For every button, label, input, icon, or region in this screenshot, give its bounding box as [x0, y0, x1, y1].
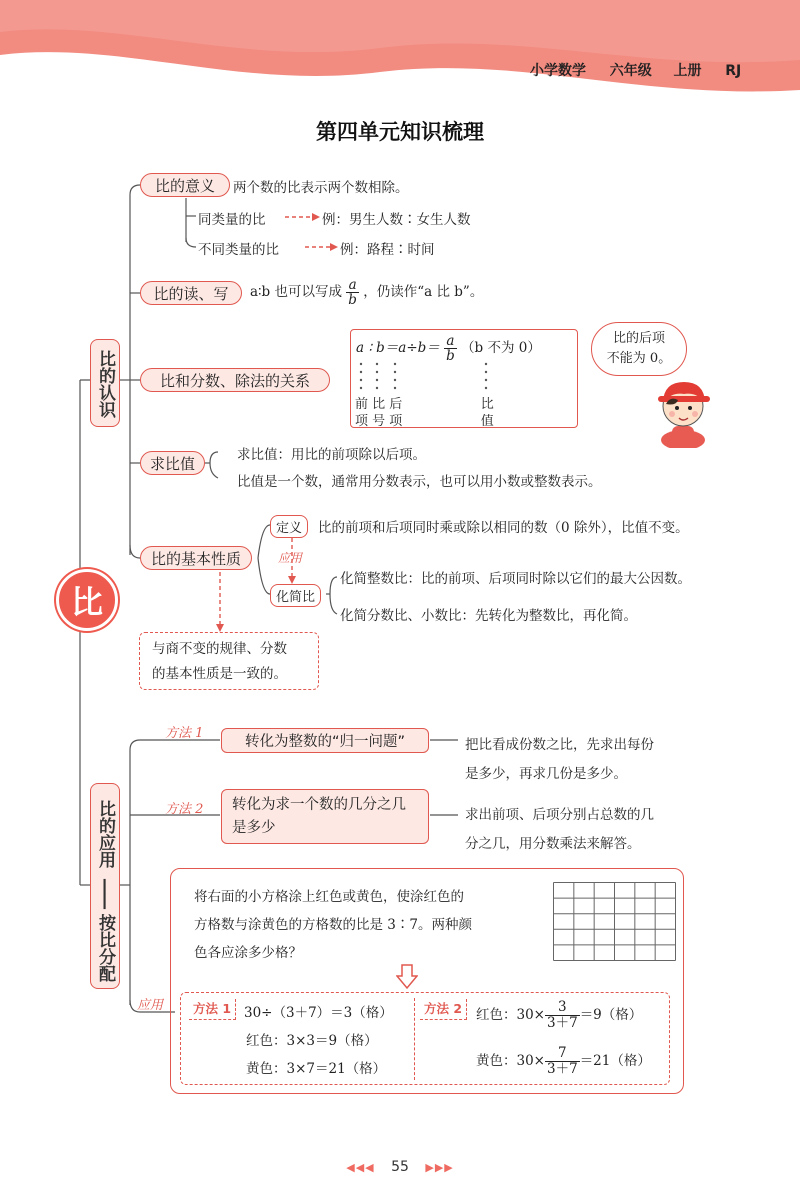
method1-desc-1: 把比看成份数之比，先求出每份 — [465, 737, 654, 753]
relation-fraction — [444, 334, 457, 363]
problem-line-1: 将右面的小方格涂上红色或黄色，使涂红色的 — [194, 889, 464, 905]
ratio-value-line2: 比值是一个数，通常用分数表示，也可以用小数或整数表示。 — [237, 474, 602, 490]
relation-dots — [350, 360, 500, 396]
bubble-line-1: 比的后项 — [612, 331, 665, 346]
solution2-yellow-prefix: 黄色：30× — [476, 1053, 545, 1069]
section2-label-top: 比的应用 — [95, 800, 115, 868]
method2-box-line1: 转化为求一个数的几分之几 — [232, 797, 406, 813]
solution2-yellow-num: 7 — [545, 1046, 580, 1062]
solutions-divider — [414, 998, 415, 1080]
relation-frac-den: b — [446, 348, 455, 364]
kid-illustration — [650, 368, 718, 448]
page-number: 55 — [391, 1159, 409, 1175]
solution2-yellow-den: 3＋7 — [547, 1061, 578, 1077]
solution1-line2: 红色：3×3＝9（格） — [246, 1033, 378, 1049]
diff-kind-example: 例：路程∶时间 — [340, 242, 435, 258]
prev-arrows-icon: ◀◀◀ — [346, 1161, 375, 1174]
relation-equation — [356, 334, 541, 363]
header-grade: 六年级 — [609, 63, 652, 79]
center-node — [56, 569, 118, 631]
simplify-tag: 化简比 — [270, 584, 321, 607]
property-note-line2: 的基本性质是一致的。 — [152, 666, 287, 682]
method2-tag: 方法 2 — [165, 802, 204, 817]
header-volume: 上册 — [673, 63, 702, 79]
method1-box: 转化为整数的“归一问题” — [221, 728, 429, 753]
page-title: 第四单元知识梳理 — [316, 120, 484, 144]
bubble-line-2: 不能为 0。 — [606, 351, 672, 366]
solution1-tag: 方法 1 — [189, 999, 236, 1020]
definition-text: 比的前项和后项同时乘或除以相同的数（0 除外），比值不变。 — [318, 520, 689, 536]
solution2-red-fraction — [545, 1000, 580, 1031]
solution2-yellow-fraction — [545, 1046, 580, 1077]
section2-label-dash: —— — [95, 878, 115, 908]
solution2-yellow-result: ＝21（格） — [579, 1053, 651, 1069]
fraction-denominator: b — [348, 292, 357, 308]
meaning-text: 两个数的比表示两个数相除。 — [233, 180, 409, 196]
method2-desc-1: 求出前项、后项分别占总数的几 — [465, 807, 654, 823]
header-subject: 小学数学 — [530, 63, 586, 79]
solution2-tag: 方法 2 — [420, 999, 467, 1020]
same-kind-example: 例：男生人数∶女生人数 — [322, 212, 471, 228]
simplify-line1: 化简整数比：比的前项、后项同时除以它们的最大公因数。 — [340, 571, 691, 587]
section2-label-bottom: 按比分配 — [95, 914, 115, 982]
next-arrows-icon: ▶▶▶ — [425, 1161, 454, 1174]
solution2-red-den: 3＋7 — [547, 1015, 578, 1031]
relation-node: 比和分数、除法的关系 — [140, 368, 330, 392]
read-write-node: 比的读、写 — [140, 281, 242, 305]
solution1-line3: 黄色：3×7＝21（格） — [246, 1061, 387, 1077]
section1-label — [90, 339, 120, 427]
relation-frac-num: a — [444, 334, 457, 349]
method2-box-line2: 是多少 — [232, 820, 276, 836]
method1-desc-2: 是多少，再求几份是多少。 — [465, 766, 627, 782]
solution2-red-result: ＝9（格） — [579, 1007, 643, 1023]
relation-eq-left: a ∶ b＝a÷b＝ — [356, 340, 440, 356]
down-arrow-icon — [396, 964, 418, 990]
problem-line-3: 色各应涂多少格？ — [194, 945, 302, 961]
solution2-red-num: 3 — [545, 1000, 580, 1016]
fraction-numerator: a — [346, 278, 359, 293]
same-kind-ratio: 同类量的比 — [198, 212, 266, 228]
read-write-text-b: ，仍读作“a 比 b”。 — [363, 284, 484, 300]
apply-tag: 应用 — [278, 551, 303, 565]
section2-label — [90, 783, 120, 989]
solution2-red-prefix: 红色：30× — [476, 1007, 545, 1023]
ratio-value-node: 求比值 — [140, 451, 205, 475]
square-grid — [553, 882, 676, 961]
header-edition: RJ — [725, 63, 742, 79]
read-write-text — [250, 277, 483, 307]
page-footer — [0, 1159, 800, 1175]
method2-box — [221, 789, 429, 844]
ratio-value-line1: 求比值：用比的前项除以后项。 — [237, 447, 426, 463]
simplify-line2: 化简分数比、小数比：先转化为整数比，再化简。 — [340, 608, 637, 624]
method2-desc-2: 分之几，用分数乘法来解答。 — [465, 836, 641, 852]
relation-eq-right: （b 不为 0） — [461, 340, 541, 356]
method1-tag: 方法 1 — [165, 726, 204, 741]
property-note-box — [139, 632, 319, 690]
relation-names-2: 项 号 项 值 — [355, 414, 494, 429]
section1-label-text: 比的认识 — [95, 350, 115, 418]
read-write-fraction — [346, 278, 359, 307]
definition-tag: 定义 — [270, 515, 308, 538]
basic-property-node: 比的基本性质 — [140, 546, 252, 570]
read-write-text-a: a∶b 也可以写成 — [250, 284, 342, 300]
solution2-yellow — [476, 1042, 651, 1080]
application-tag: 应用 — [137, 998, 164, 1013]
property-note-line1: 与商不变的规律、分数 — [152, 641, 287, 657]
problem-line-2: 方格数与涂黄色的方格数的比是 3∶7。两种颜 — [194, 917, 472, 933]
meaning-node: 比的意义 — [140, 173, 230, 197]
relation-names-1: 前 比 后 比 — [355, 397, 494, 412]
solution2-red — [476, 996, 642, 1034]
center-node-label: 比 — [70, 583, 103, 621]
diff-kind-ratio: 不同类量的比 — [198, 242, 279, 258]
solution1-line1: 30÷（3＋7）＝3（格） — [244, 1005, 393, 1021]
